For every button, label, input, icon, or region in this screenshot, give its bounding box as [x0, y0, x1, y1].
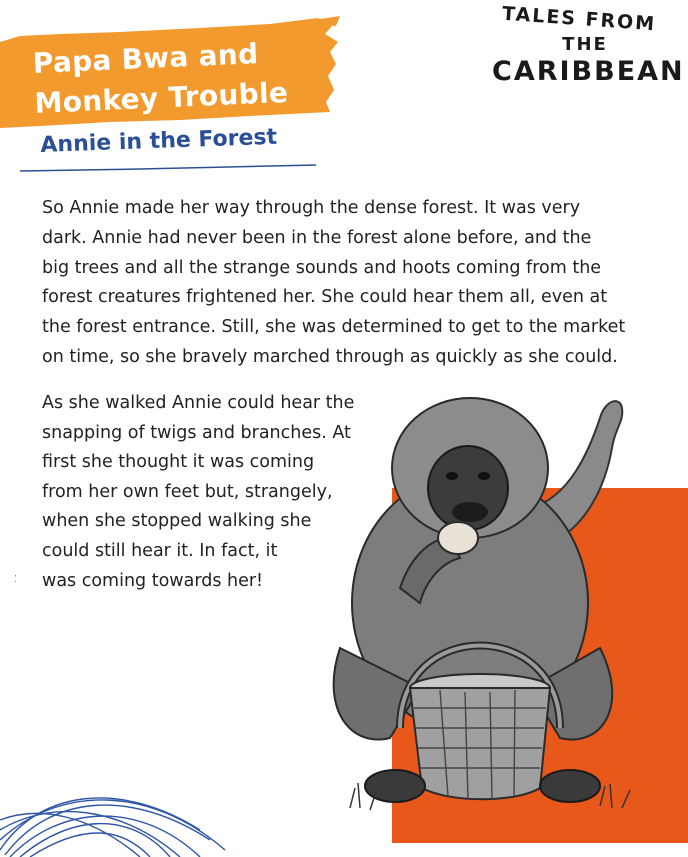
decorative-dots: ⁚ [14, 574, 18, 585]
blue-scribble-decoration [0, 770, 230, 857]
paragraph-line: snapping of twigs and branches. At [42, 422, 351, 443]
title-line-1: Papa Bwa and [32, 37, 260, 80]
monkey-right-foot [540, 770, 600, 802]
food-piece [438, 522, 478, 554]
story-paragraph-1 [42, 194, 682, 373]
paragraph-line: on time, so she bravely marched through as quickly as she could. [42, 346, 618, 367]
section-subtitle: Annie in the Forest [40, 124, 278, 158]
paragraph-line: first she thought it was coming [42, 452, 315, 473]
paragraph-line: was coming towards her! [42, 570, 264, 591]
page-title [32, 33, 289, 124]
story-paragraph-2 [42, 389, 402, 596]
paragraph-line: dark. Annie had never been in the forest alone before, and the [42, 227, 592, 248]
logo-line-2: THE [562, 34, 608, 55]
monkey-right-eye [478, 472, 490, 480]
paragraph-line: when she stopped walking she [42, 511, 312, 532]
monkey-mouth [452, 502, 488, 522]
paragraph-line: big trees and all the strange sounds and hoots coming from the [42, 257, 602, 278]
paragraph-line: could still hear it. In fact, it [42, 540, 278, 561]
series-logo [492, 2, 685, 96]
title-line-2: Monkey Trouble [33, 75, 289, 120]
monkey-left-eye [446, 472, 458, 480]
logo-line-1: TALES FROM [501, 2, 657, 36]
logo-line-3: CARIBBEAN [492, 56, 685, 87]
paragraph-line: As she walked Annie could hear the [42, 393, 355, 413]
subtitle-area [20, 124, 320, 175]
basket-body [410, 688, 550, 799]
paragraph-line: So Annie made her way through the dense forest. It was very [42, 198, 581, 218]
title-banner [0, 12, 345, 130]
paragraph-line: the forest entrance. Still, she was determined to get to the market [42, 317, 626, 338]
paragraph-line: forest creatures frightened her. She could hear them all, even at [42, 287, 608, 308]
paragraph-line: from her own feet but, strangely, [42, 481, 333, 502]
